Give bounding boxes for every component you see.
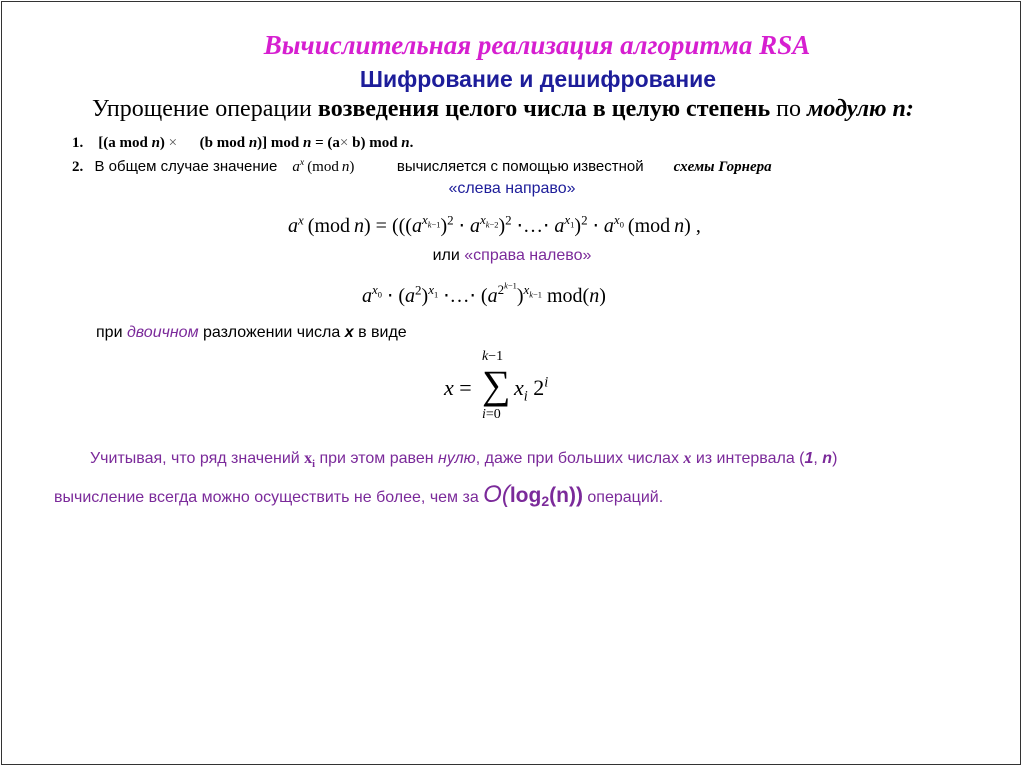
item2-text1: В общем случае значение bbox=[94, 158, 278, 175]
bottom-l1b: при этом равен bbox=[315, 450, 439, 467]
binary-p2: двоичном bbox=[126, 324, 199, 341]
binary-p1: при bbox=[96, 324, 127, 341]
item1-a: [(a mod bbox=[98, 135, 152, 151]
conclusion-line-1 bbox=[90, 450, 838, 471]
or-label: или bbox=[432, 247, 465, 264]
left-to-right-label: «слева направо» bbox=[448, 180, 576, 197]
or-label-line bbox=[0, 247, 1024, 265]
bottom-one: 1 bbox=[804, 450, 814, 467]
slide-title: Вычислительная реализация алгоритма RSA bbox=[263, 30, 811, 60]
bottom-l1e: ) bbox=[832, 450, 838, 467]
log-label: log bbox=[509, 484, 542, 507]
item1-b: ) bbox=[159, 135, 165, 151]
heading-part2: возведения целого числа в целую степень bbox=[317, 96, 771, 122]
log-argument: (n)) bbox=[549, 484, 583, 507]
binary-p3: разложении числа bbox=[198, 324, 345, 341]
bottom-n: n bbox=[822, 450, 833, 467]
slide-subtitle: Шифрование и дешифрование bbox=[359, 66, 717, 92]
item2-formula: $a^x$ (mod n) bbox=[292, 157, 355, 175]
item1-number: 1. bbox=[72, 135, 84, 151]
bottom-l1a: Учитывая, что ряд значений bbox=[90, 450, 305, 467]
heading bbox=[92, 96, 914, 123]
item2-number: 2. bbox=[72, 159, 84, 175]
item1-e: = (a bbox=[311, 135, 340, 151]
item1-times1: × bbox=[168, 135, 178, 151]
item1-n3: n bbox=[303, 135, 312, 151]
binary-line bbox=[96, 324, 407, 342]
big-o-paren: ( bbox=[501, 481, 510, 508]
item1-f: b) mod bbox=[348, 135, 402, 151]
list-item-1 bbox=[72, 135, 413, 152]
bottom-l1c: , даже при больших числах bbox=[475, 450, 684, 467]
log-base: 2 bbox=[541, 493, 550, 510]
binary-x: x bbox=[344, 324, 354, 341]
right-to-left-label: «справа налево» bbox=[464, 247, 592, 264]
bottom-x: x bbox=[683, 450, 692, 467]
bottom-xi-i: i bbox=[312, 459, 316, 471]
heading-part1: Упрощение операции bbox=[92, 96, 318, 122]
item1-c: (b mod bbox=[199, 135, 249, 151]
conclusion-line-2 bbox=[54, 481, 663, 509]
bottom-l2b: операций. bbox=[582, 489, 664, 506]
bottom-l2a: вычисление всегда можно осуществить не более, чем за bbox=[54, 489, 484, 506]
item1-d: )] mod bbox=[257, 135, 303, 151]
horner-left-to-right-formula: $a^x$ (mod $n) = (((a^{x_{k-1}})^2 \cdot a^{x_{k-2}})^2$ ⋅…⋅ $a^{x_1})^2 \cdot a^{x_0}$ (mod n) , bbox=[288, 212, 701, 237]
item1-n1: n bbox=[151, 135, 160, 151]
binary-sum-formula: x = ∑ k−1 i=0 $x_i$ 2$^i$ bbox=[444, 349, 549, 422]
bottom-zero: нулю bbox=[438, 450, 476, 467]
heading-part4: модулю n: bbox=[806, 96, 914, 122]
item2-scheme: схемы Горнера bbox=[673, 159, 772, 175]
bottom-xi-x: x bbox=[304, 450, 313, 467]
item1-n2: n bbox=[248, 135, 258, 151]
item1-g: . bbox=[409, 135, 414, 151]
item1-times2: × bbox=[339, 135, 349, 151]
bottom-l1d: из интервала ( bbox=[691, 450, 805, 467]
horner-right-to-left-formula: $a^{x_0} \cdot (a^2)^{x_1}$ ⋅…⋅ $(a^{2^{k-1}})^{x_{k-1}}$ mod(n) bbox=[362, 281, 606, 307]
list-item-2 bbox=[72, 158, 772, 176]
big-o: O bbox=[483, 481, 502, 508]
item1-n4: n bbox=[401, 135, 410, 151]
heading-part3: по bbox=[770, 96, 807, 122]
bottom-comma: , bbox=[813, 450, 823, 467]
item2-text2: вычисляется с помощью известной bbox=[396, 158, 644, 175]
binary-p4: в виде bbox=[353, 324, 407, 341]
